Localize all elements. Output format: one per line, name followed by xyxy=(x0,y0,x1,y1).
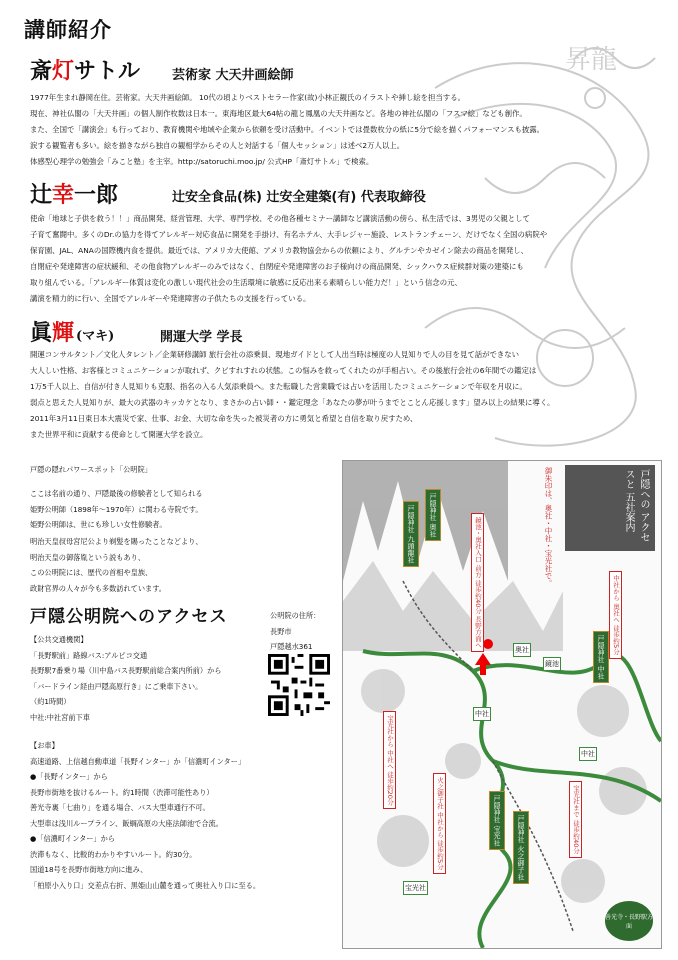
route-note: 宝光社まで 徒歩約40分 xyxy=(569,781,582,858)
address-line: 戸隠越水361 xyxy=(270,642,313,651)
shrine-label: 戸隠神社 宝光社 xyxy=(489,791,505,850)
bio-line: 2011年3月11日東日本大震災で家、仕事、お金、大切な命を失った被災者の方に勇気と希望と自信を取り戻すため、 xyxy=(30,414,418,423)
desc-line: 政財官界の人々が今も多数訪れています。 xyxy=(30,583,166,593)
bio-line: 取り組んでいる。「アレルギー体質は変化の激しい現代社会の生活環境に敏感に反応出来る素晴らしい能力だ！」という信念の元、 xyxy=(30,278,462,287)
bio-line: 現在、神社仏閣の「大天井画」の個人制作枚数は日本一。東海地区最大64帖の龍と鳳凰の大天井画など。各地の神社仏閣の「フスマ絵」なども創作。 xyxy=(30,109,527,118)
place-label: 宝光社 xyxy=(403,881,428,895)
route-note: 火之御子社 中社から 徒歩約5分 xyxy=(433,773,446,874)
lecturer3-name: 眞輝 (マキ) xyxy=(30,320,115,346)
koumyouin-title: 戸隠の隠れパワースポット「公明院」 xyxy=(30,465,152,474)
car-line: 国道18号を長野市街地方向に進み、 xyxy=(30,865,148,874)
bio-line: 保育園、JAL、ANAの国際機内食を提供。最近では、アメリカ大使館、アメリカ教物協会からの依頼により、グルテンやカゼイン除去の商品を開発し、 xyxy=(30,246,529,255)
desc-line: 明治天皇の御落胤という説もあり、 xyxy=(30,552,146,562)
route-note: 中社から 奥社へ 徒歩約5分 xyxy=(609,571,622,659)
car-line: 「柏原小入り口」交差点右折、黒姫山山麓を通って奥社入り口に至る。 xyxy=(30,880,261,890)
public-heading: 【公共交通機関】 xyxy=(30,635,88,644)
bio-line: 弱点と思えた人見知りが、最大の武器のキッカケとなり、まさかの占い師・・鑑定理念「あなたの夢が叶うまでとことん応援します」望み以上の結果に導く。 xyxy=(30,398,555,407)
bio-line: 体感型心理学の勉強会「みこと塾」を主宰。http://satoruchi.moo.jp/ 公式HP「斎灯サトル」で検索。 xyxy=(30,157,374,166)
access-map[interactable] xyxy=(342,460,662,949)
place-label: 中社 xyxy=(579,747,597,761)
public-line: 中社:中社宮前下車 xyxy=(30,712,90,722)
car-line: 長野市街地を抜けるルート。約1時間（渋滞可能性あり） xyxy=(30,787,214,797)
page-title: 講師紹介 xyxy=(24,18,112,42)
lecturer3-role: 開運大学 学長 xyxy=(160,330,243,345)
lecturer2-name: 辻幸一郎 xyxy=(30,182,119,208)
bio-line: 大人しい性格、お客様とコミュニケーションが取れず、クビすれすれの状態。この悩みを救ってくれたのが手相占い。その後旅行会社の6年間での鑑定は xyxy=(30,366,537,375)
goshuin-note: 御朱印は、奥社・中社・宝光社で。 xyxy=(544,467,553,587)
bio-line: 涙する観覧者も多い。絵を描きながら独自の観相学からその人と対話する「個人セッション」は述べ2万人以上。 xyxy=(30,141,405,150)
koumyouin-desc-a xyxy=(30,486,203,533)
bio-line: 1977年生まれ静岡在住。芸術家。大天井画絵師。 10代の頃よりベストセラー作家(故)小林正観氏のイラストや挿し絵を担当する。 xyxy=(30,93,465,102)
car-line: 渋滞もなく、比較的わかりやすいルート。約30分。 xyxy=(30,849,197,859)
car-line: 善光寺裏「七曲り」を通る場合、バス大型車通行不可。 xyxy=(30,803,210,812)
shrine-label: 戸隠神社 奥社 xyxy=(425,489,441,541)
lecturer2-bio xyxy=(30,211,660,307)
bio-line: 1万5千人以上、自信が付き人見知りも克服、指名の入る人気添乗員へ。また転職した営業職では占いを活用したコミュニケーションで年収を月収に。 xyxy=(30,382,527,391)
map-title-box: 戸隠への アクセスと 五社案内 xyxy=(565,465,655,551)
access-title: 戸隠公明院へのアクセス xyxy=(30,607,228,627)
car-line: 高速道路、上信越自動車道「長野インター」か「信濃町インター」 xyxy=(30,756,246,766)
koumyouin-desc-b xyxy=(30,534,203,596)
lecturer1-name: 斎灯サトル xyxy=(30,58,141,84)
bio-line: 子育て奮闘中。多くのDr.の協力を得てアレルギー対応食品に開発を手掛け、有名ホテル、大手レジャー施設、レストランチェーン、だけでなく全国の病院や xyxy=(30,230,548,239)
car-line: 大型車は浅川ループライン、飯綱高原の大座法師池で合流。 xyxy=(30,818,223,828)
place-label: 奥社 xyxy=(513,643,531,657)
route-note: 鏡池・奥社入口 前方 徒歩約40分 長野方面へ xyxy=(471,513,484,652)
bio-line: また世界平和に貢献する使命として開運大学を設立。 xyxy=(30,430,208,439)
desc-line: 姫野公明師（1898年～1970年）に関わる寺院です。 xyxy=(30,504,203,514)
lecturer1-bio xyxy=(30,90,660,170)
car-line: ●「長野インター」から xyxy=(30,772,108,781)
lecturer2-role: 辻安全食品(株) 辻安全建築(有) 代表取締役 xyxy=(172,190,426,205)
route-note: 宝光社から 中社へ 徒歩約20分 xyxy=(383,711,396,809)
shrine-label: 戸隠神社 火之御子社 xyxy=(513,811,529,884)
address-line: 公明院の住所： xyxy=(270,611,321,620)
address-line: 長野市 xyxy=(270,626,292,636)
public-transport xyxy=(30,632,221,725)
shrine-label: 戸隠神社 九頭龍社 xyxy=(403,501,419,567)
svg-text:昇龍: 昇龍 xyxy=(565,45,618,75)
place-label: 中社 xyxy=(473,707,491,721)
bio-line: また、全国で「講演会」も行っており、教育機関や地域や企業から依頼を受け活動中。イベントでは畳数枚分の紙に5分で絵を描くパフォーマンスも披露。 xyxy=(30,125,545,134)
desc-line: 姫野公明師は、世にも珍しい女性修験者。 xyxy=(30,520,167,529)
car-access xyxy=(30,738,260,893)
car-heading: 【お車】 xyxy=(30,741,59,750)
public-line: 「バードライン経由戸隠高原行き」にご乗車下さい。 xyxy=(30,681,203,691)
public-line: 長野駅7番乗り場（川中島バス長野駅前総合案内所前）から xyxy=(30,666,222,675)
bio-line: 自閉症や発達障害の症状緩和、その他食物アレルギーのみではなく、自閉症や発達障害のお子様向けの商品開発、シックハウス症候群対策の建築にも xyxy=(30,262,524,271)
place-label: 鏡池 xyxy=(543,657,561,671)
desc-line: この公明院には、歴代の首相や皇族、 xyxy=(30,568,153,577)
bio-line: 講演を精力的に行い、全国でアレルギーや発達障害の子供たちの支援を行っている。 xyxy=(30,294,311,303)
qr-code[interactable] xyxy=(268,654,330,716)
map-legend-badge: 善光寺・長野駅方面 xyxy=(605,901,653,941)
car-line: ●「信濃町インター」から xyxy=(30,834,116,843)
bio-line: 開運コンサルタント／文化人タレント／企業研修講師 旅行会社の添乗員、現地ガイドとして人出当時は極度の人見知りで人の目を見て話ができない xyxy=(30,350,520,359)
public-line: 「長野駅前」路線バス:アルピコ交通 xyxy=(30,650,148,660)
bio-line: 使命「地球と子供を救う！！」商品開発、経営管理、大学、専門学校、その他各種セミナー講師など講演活動の傍ら、私生活では、3男児の父親として xyxy=(30,214,530,223)
public-line: （約1時間） xyxy=(30,697,71,706)
lecturer1-role: 芸術家 大天井画絵師 xyxy=(172,68,294,83)
shrine-label: 戸隠神社 中社 xyxy=(593,631,609,683)
desc-line: ここは名前の通り、戸隠最後の修験者として知られる xyxy=(30,489,203,498)
address-block xyxy=(270,608,320,655)
lecturer3-bio xyxy=(30,347,660,443)
desc-line: 明治天皇叔母宮尼公より剃髪を賜ったことなどより、 xyxy=(30,537,203,546)
